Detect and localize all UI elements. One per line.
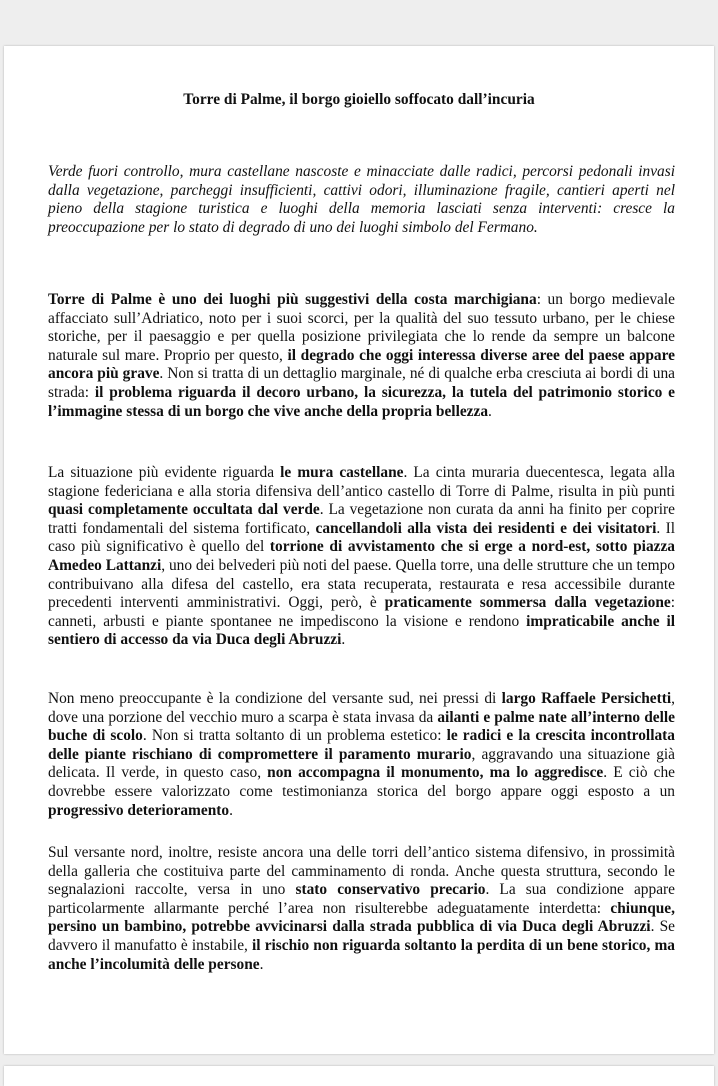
text-run: . La vegetazione non curata da anni ha finito per coprire tratti fondamentali del sistema fortificato, [48, 501, 675, 537]
bold-run: non accompagna il monumento, ma lo aggredisce [267, 764, 604, 782]
text-run: . La cinta muraria duecentesca, legata alla stagione federiciana e alla storia difensiva dell’antico castello di Torre di Palme, risulta in più punti [48, 464, 675, 500]
bold-run: cancellandoli alla vista dei residenti e dei visitatori [315, 519, 657, 537]
text-run: La situazione più evidente riguarda [48, 464, 281, 481]
bold-run: il rischio non riguarda soltanto la perdita di un bene storico, ma anche l’incolumità delle persone [48, 936, 675, 973]
text-run: . Se davvero il manufatto è instabile, [48, 918, 675, 954]
bold-run: il degrado che oggi interessa diverse aree del paese appare ancora più grave [48, 346, 676, 383]
bold-run: le radici e la crescita incontrollata delle piante rischiano di compromettere il paramento murario [48, 727, 675, 763]
text-run: . [229, 801, 233, 819]
body-paragraph-4 [48, 844, 675, 974]
text-run: . E ciò che dovrebbe essere valorizzato come testimonianza storica del borgo appare oggi esposto a un [48, 764, 675, 800]
next-page-edge [4, 1066, 714, 1086]
bold-run: praticamente sommersa dalla vegetazione [384, 594, 671, 612]
bold-run: largo Raffaele Persichetti [501, 690, 672, 707]
text-run: , uno dei belvederi più noti del paese. Quella torre, una delle strutture che un tempo contribuivano alla difesa del castello, era stata recuperata, restaurata e resa accessibile durante precedenti interventi amministrativi. Oggi, però, è [48, 556, 675, 612]
text-run: . La sua condizione appare particolarmente allarmante perché l’area non risulterebbe adeguatamente interdetta: [48, 881, 675, 917]
text-run: . Non si tratta soltanto di un problema estetico: [142, 727, 447, 745]
text-run: . [259, 955, 264, 973]
document-title: Torre di Palme, il borgo gioiello soffocato dall’incuria [183, 91, 535, 108]
text-run: . [488, 402, 492, 420]
bold-run: il problema riguarda il decoro urbano, la sicurezza, la tutela del patrimonio storico e l’immagine stessa di un borgo che vive anche della propria bellezza [48, 383, 676, 420]
body-paragraph-1 [48, 291, 675, 421]
text-run: . Il caso più significativo è quello del [48, 519, 675, 556]
text-run: : un borgo medievale affacciato sull’Adriatico, noto per i suoi scorci, per la qualità del suo tessuto urbano, per le chiese storiche, per il paesaggio e per quella posizione privilegiata che lo rende da sempre un balcone naturale sul mare. Proprio per questo, [48, 291, 676, 364]
text-run: , aggravando una situazione già delicata. Il verde, in questo caso, [48, 745, 676, 782]
bold-run: impraticabile anche il sentiero di accesso da via Duca degli Abruzzi [48, 612, 675, 649]
bold-run: progressivo deterioramento [48, 801, 230, 819]
text-run: , dove una porzione del vecchio muro a scarpa è stata invasa da [48, 690, 675, 726]
bold-run: stato conservativo precario [295, 881, 486, 899]
bold-run: chiunque, persino un bambino, potrebbe avvicinarsi dalla strada pubblica di via Duca degli Abruzzi [48, 899, 675, 936]
bold-run: quasi completamente occultata dal verde [48, 501, 320, 519]
body-paragraph-3 [48, 690, 675, 820]
text-run: . [341, 631, 346, 649]
document-page [4, 46, 714, 1054]
text-run: : canneti, arbusti e piante spontanee ne impediscono la visione e rendono [48, 594, 675, 630]
text-run: . Non si tratta di un dettaglio marginale, né di qualche erba cresciuta ai bordi di una strada: [48, 365, 675, 401]
text-run: Sul versante nord, inoltre, resiste ancora una delle torri dell’antico sistema difensivo, in prossimità della galleria che costituiva parte del camminamento di ronda. Anche questa struttura, secondo le segnalazioni raccolte, versa in uno [48, 844, 675, 899]
bold-run: Torre di Palme è uno dei luoghi più suggestivi della costa marchigiana [48, 291, 537, 308]
body-paragraph-2 [48, 464, 675, 650]
bold-run: ailanti e palme nate all’interno delle buche di scolo [48, 708, 675, 745]
bold-run: le mura castellane [280, 464, 404, 481]
text-run: Non meno preoccupante è la condizione del versante sud, nei pressi di [48, 690, 502, 707]
bold-run: torrione di avvistamento che si erge a nord-est, sotto piazza Amedeo Lattanzi [48, 538, 676, 574]
intro-paragraph: Verde fuori controllo, mura castellane nascoste e minacciate dalle radici, percorsi pedonali invasi dalla vegetazione, parcheggi insufficienti, cattivi odori, illuminazione fragile, cantieri aperti nel pieno della stagione turistica e luoghi della memoria lasciati senza interventi: cresce la preoccupazione per lo stato di degrado di uno dei luoghi simbolo del Fermano. [48, 163, 675, 236]
